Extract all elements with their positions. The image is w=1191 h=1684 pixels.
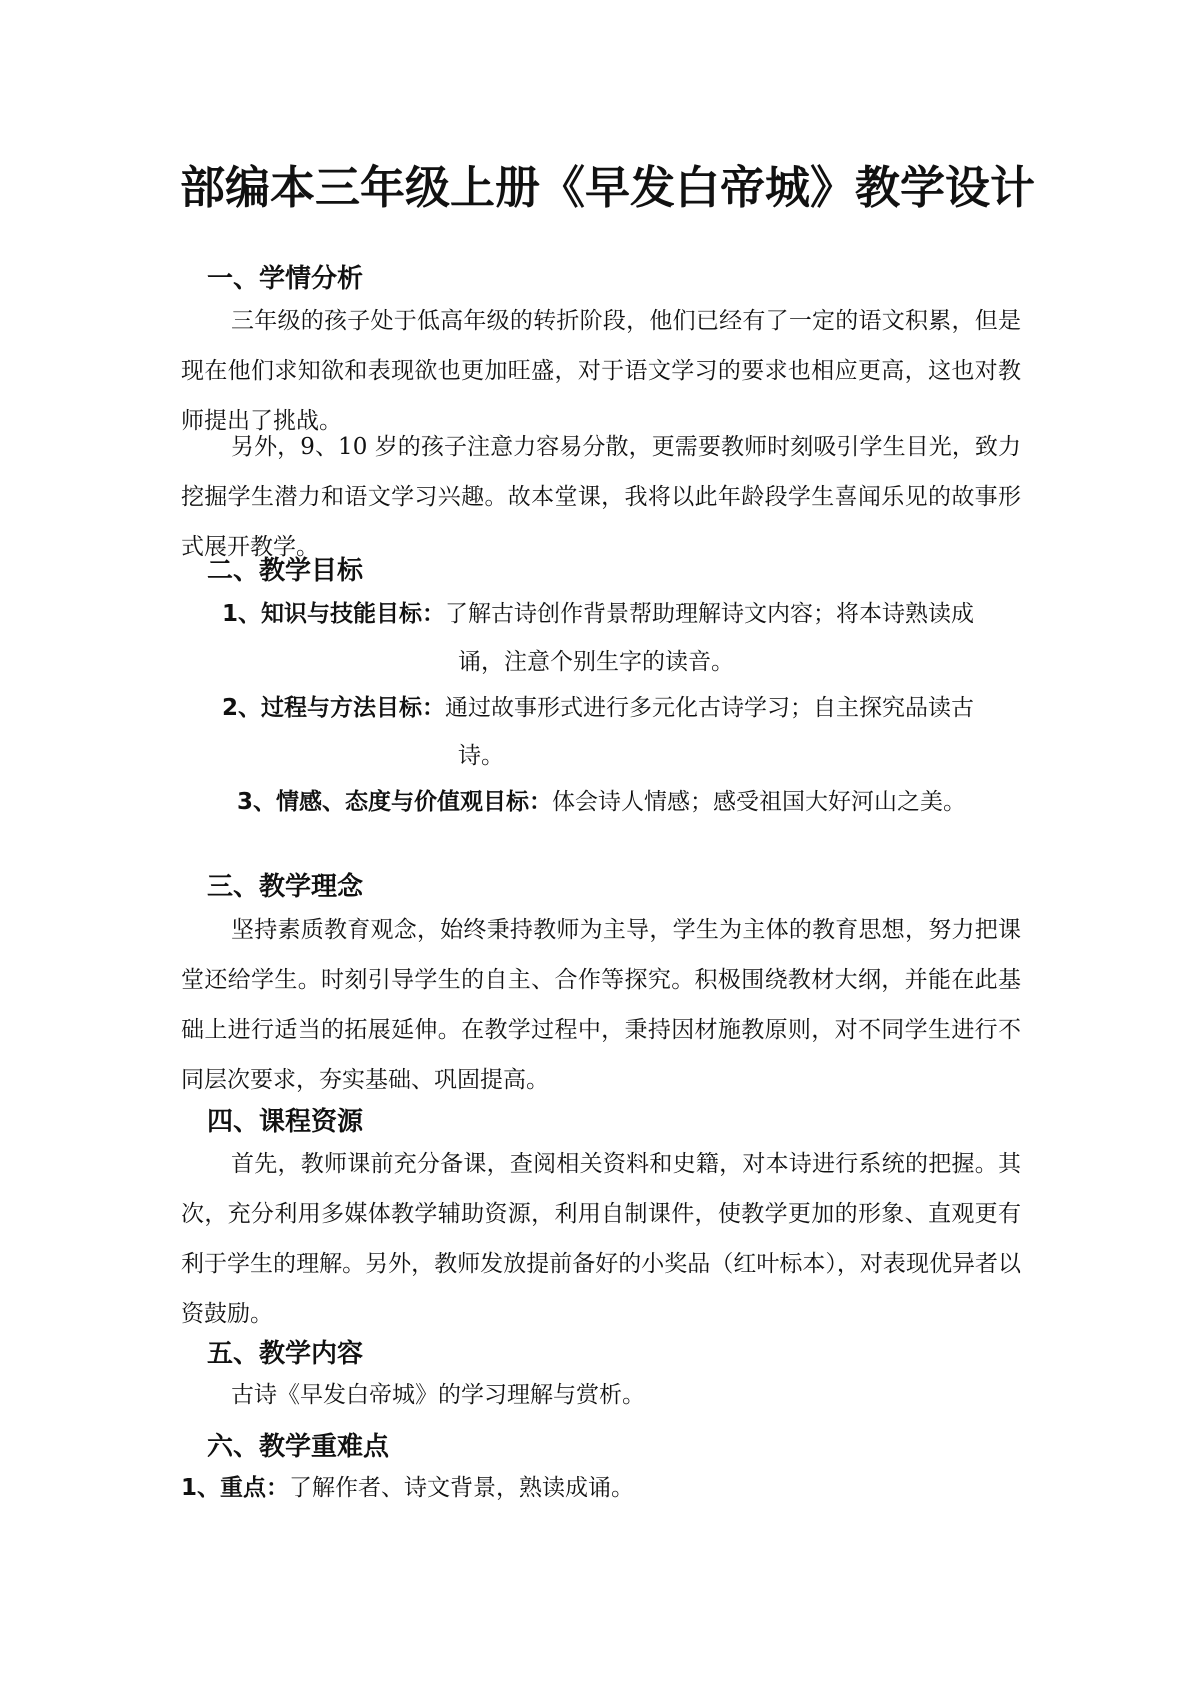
section-heading-1: 一、学情分析 xyxy=(207,264,364,294)
section-5-paragraph-1: 古诗《早发白帝城》的学习理解与赏析。 xyxy=(231,1382,645,1408)
goal-3-text: 体会诗人情感；感受祖国大好河山之美。 xyxy=(552,789,967,815)
key-point-1 xyxy=(181,1464,634,1512)
goal-2-text: 通过故事形式进行多元化古诗学习；自主探究品读古 xyxy=(445,695,975,721)
goal-2-label: 2、过程与方法目标： xyxy=(222,695,446,721)
section-heading-3: 三、教学理念 xyxy=(207,872,364,902)
section-heading-6: 六、教学重难点 xyxy=(207,1432,390,1462)
section-heading-4: 四、课程资源 xyxy=(207,1107,364,1137)
goal-1 xyxy=(222,590,974,638)
goal-3 xyxy=(237,778,966,826)
section-4-paragraph-1: 首先，教师课前充分备课，查阅相关资料和史籍，对本诗进行系统的把握。其次，充分利用多媒体教学辅助资源，利用自制课件，使教学更加的形象、直观更有利于学生的理解。另外，教师发放提前备好的小奖品（红叶标本），对表现优异者以资鼓励。 xyxy=(181,1151,1021,1327)
section-1-paragraph-1: 三年级的孩子处于低高年级的转折阶段，他们已经有了一定的语文积累，但是现在他们求知欲和表现欲也更加旺盛，对于语文学习的要求也相应更高，这也对教师提出了挑战。 xyxy=(181,308,1021,434)
section-heading-2: 二、教学目标 xyxy=(207,556,364,586)
goal-1-label: 1、知识与技能目标： xyxy=(222,601,446,627)
key-point-1-label: 1、重点： xyxy=(181,1475,290,1501)
goal-3-label: 3、情感、态度与价值观目标： xyxy=(237,789,553,815)
section-3-paragraph-1: 坚持素质教育观念，始终秉持教师为主导，学生为主体的教育思想，努力把课堂还给学生。时刻引导学生的自主、合作等探究。积极围绕教材大纲，并能在此基础上进行适当的拓展延伸。在教学过程中，秉持因材施教原则，对不同学生进行不同层次要求，夯实基础、巩固提高。 xyxy=(181,917,1021,1093)
goal-1-text: 了解古诗创作背景帮助理解诗文内容；将本诗熟读成 xyxy=(445,601,975,627)
goal-1-continuation: 诵，注意个别生字的读音。 xyxy=(458,649,734,675)
key-point-1-text: 了解作者、诗文背景，熟读成诵。 xyxy=(289,1475,635,1501)
section-heading-5: 五、教学内容 xyxy=(207,1339,364,1369)
document-title: 部编本三年级上册《早发白帝城》教学设计 xyxy=(180,161,1036,214)
goal-2-continuation: 诗。 xyxy=(458,743,504,769)
goal-2 xyxy=(222,684,974,732)
section-1-paragraph-2: 另外，9、10 岁的孩子注意力容易分散，更需要教师时刻吸引学生目光，致力挖掘学生潜力和语文学习兴趣。故本堂课，我将以此年龄段学生喜闻乐见的故事形式展开教学。 xyxy=(181,434,1021,560)
